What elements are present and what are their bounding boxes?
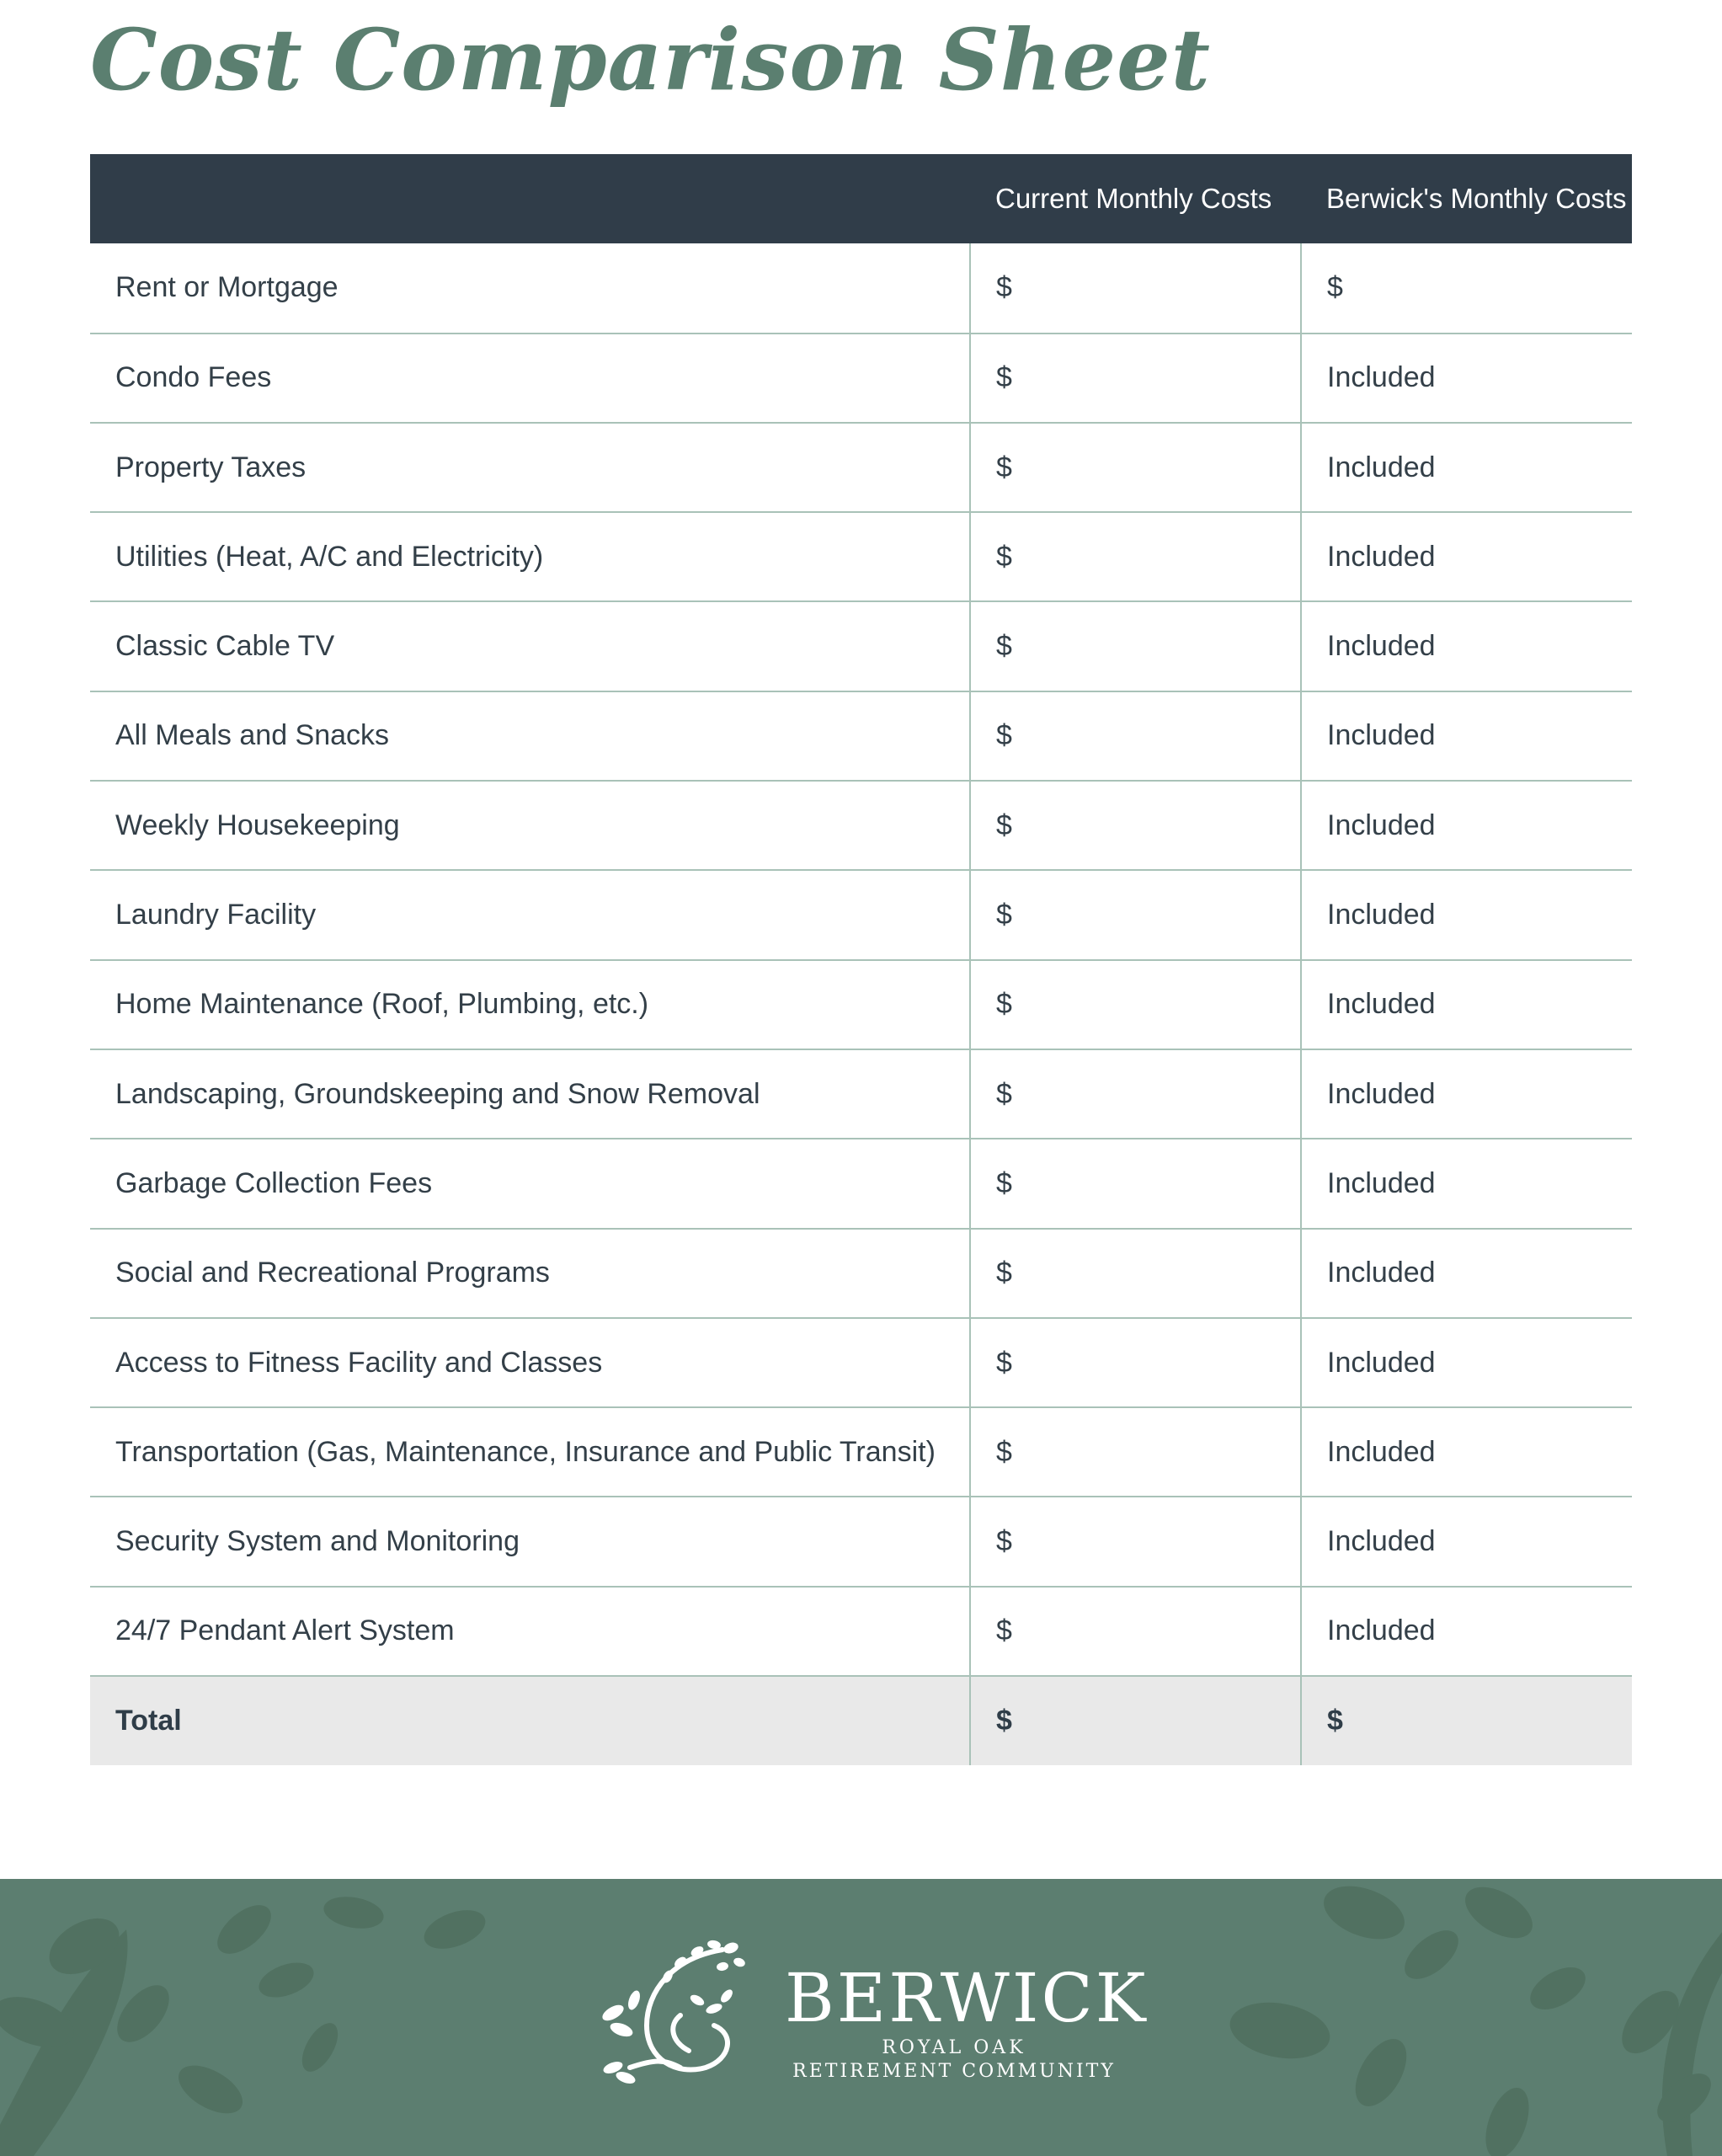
footer-banner — [0, 1879, 1722, 2156]
cost-item-label: 24/7 Pendant Alert System — [90, 1587, 970, 1676]
table-row — [90, 423, 1632, 512]
brand-tagline-royal-oak: ROYAL OAK — [882, 2037, 1026, 2058]
table-row — [90, 1049, 1632, 1139]
table-row — [90, 1139, 1632, 1228]
table-row — [90, 781, 1632, 870]
cost-comparison-table — [90, 154, 1632, 1765]
berwick-cost-value: Included — [1301, 1229, 1632, 1318]
berwick-cost-value: Included — [1301, 334, 1632, 423]
cost-item-label: Landscaping, Groundskeeping and Snow Removal — [90, 1049, 970, 1139]
total-row — [90, 1676, 1632, 1765]
cost-item-label: Home Maintenance (Roof, Plumbing, etc.) — [90, 960, 970, 1049]
berwick-brand — [0, 1879, 1722, 2156]
table-row — [90, 960, 1632, 1049]
berwick-cost-value: Included — [1301, 1587, 1632, 1676]
table-body — [90, 243, 1632, 1676]
berwick-cost-value: Included — [1301, 691, 1632, 781]
current-cost-field[interactable]: $ — [970, 691, 1301, 781]
berwick-cost-value: Included — [1301, 960, 1632, 1049]
current-cost-field[interactable]: $ — [970, 870, 1301, 959]
cost-item-label: Access to Fitness Facility and Classes — [90, 1318, 970, 1407]
current-cost-field[interactable]: $ — [970, 781, 1301, 870]
table-row — [90, 243, 1632, 333]
cost-item-label: Rent or Mortgage — [90, 243, 970, 333]
cost-item-label: Utilities (Heat, A/C and Electricity) — [90, 512, 970, 601]
header-item — [90, 154, 970, 243]
current-cost-field[interactable]: $ — [970, 960, 1301, 1049]
table-row — [90, 691, 1632, 781]
total-label: Total — [90, 1676, 970, 1765]
cost-item-label: Transportation (Gas, Maintenance, Insurance and Public Transit) — [90, 1407, 970, 1497]
berwick-cost-value: Included — [1301, 1318, 1632, 1407]
cost-item-label: Weekly Housekeeping — [90, 781, 970, 870]
current-cost-field[interactable]: $ — [970, 1318, 1301, 1407]
current-cost-field[interactable]: $ — [970, 1139, 1301, 1228]
total-current-value[interactable]: $ — [970, 1676, 1301, 1765]
berwick-cost-value: Included — [1301, 512, 1632, 601]
berwick-cost-value: Included — [1301, 1139, 1632, 1228]
cost-item-label: All Meals and Snacks — [90, 691, 970, 781]
page-title: Cost Comparison Sheet — [90, 10, 1211, 109]
header-berwick-monthly-costs: Berwick's Monthly Costs — [1301, 154, 1632, 243]
cost-item-label: Classic Cable TV — [90, 601, 970, 691]
table-row — [90, 870, 1632, 959]
current-cost-field[interactable]: $ — [970, 423, 1301, 512]
current-cost-field[interactable]: $ — [970, 1229, 1301, 1318]
table-row — [90, 1229, 1632, 1318]
current-cost-field[interactable]: $ — [970, 334, 1301, 423]
current-cost-field[interactable]: $ — [970, 1587, 1301, 1676]
table-row — [90, 334, 1632, 423]
header-current-monthly-costs: Current Monthly Costs — [970, 154, 1301, 243]
cost-item-label: Condo Fees — [90, 334, 970, 423]
table-row — [90, 1318, 1632, 1407]
cost-item-label: Property Taxes — [90, 423, 970, 512]
table-row — [90, 512, 1632, 601]
current-cost-field[interactable]: $ — [970, 243, 1301, 333]
berwick-cost-value: Included — [1301, 1049, 1632, 1139]
berwick-cost-value: Included — [1301, 1497, 1632, 1586]
cost-item-label: Laundry Facility — [90, 870, 970, 959]
current-cost-field[interactable]: $ — [970, 1497, 1301, 1586]
berwick-cost-value: Included — [1301, 1407, 1632, 1497]
cost-item-label: Security System and Monitoring — [90, 1497, 970, 1586]
total-berwick-value: $ — [1301, 1676, 1632, 1765]
berwick-logo-icon — [596, 1933, 773, 2084]
current-cost-field[interactable]: $ — [970, 1407, 1301, 1497]
current-cost-field[interactable]: $ — [970, 1049, 1301, 1139]
table-row — [90, 1497, 1632, 1586]
brand-name: BERWICK — [785, 1959, 1149, 2037]
berwick-cost-value: Included — [1301, 423, 1632, 512]
brand-tagline-retirement-community: RETIREMENT COMMUNITY — [792, 2061, 1116, 2082]
cost-item-label: Social and Recreational Programs — [90, 1229, 970, 1318]
table-row — [90, 601, 1632, 691]
berwick-cost-value: $ — [1301, 243, 1632, 333]
berwick-cost-value: Included — [1301, 601, 1632, 691]
current-cost-field[interactable]: $ — [970, 512, 1301, 601]
berwick-cost-value: Included — [1301, 781, 1632, 870]
table-row — [90, 1407, 1632, 1497]
current-cost-field[interactable]: $ — [970, 601, 1301, 691]
table-header-row — [90, 154, 1632, 243]
berwick-cost-value: Included — [1301, 870, 1632, 959]
table-row — [90, 1587, 1632, 1676]
cost-item-label: Garbage Collection Fees — [90, 1139, 970, 1228]
